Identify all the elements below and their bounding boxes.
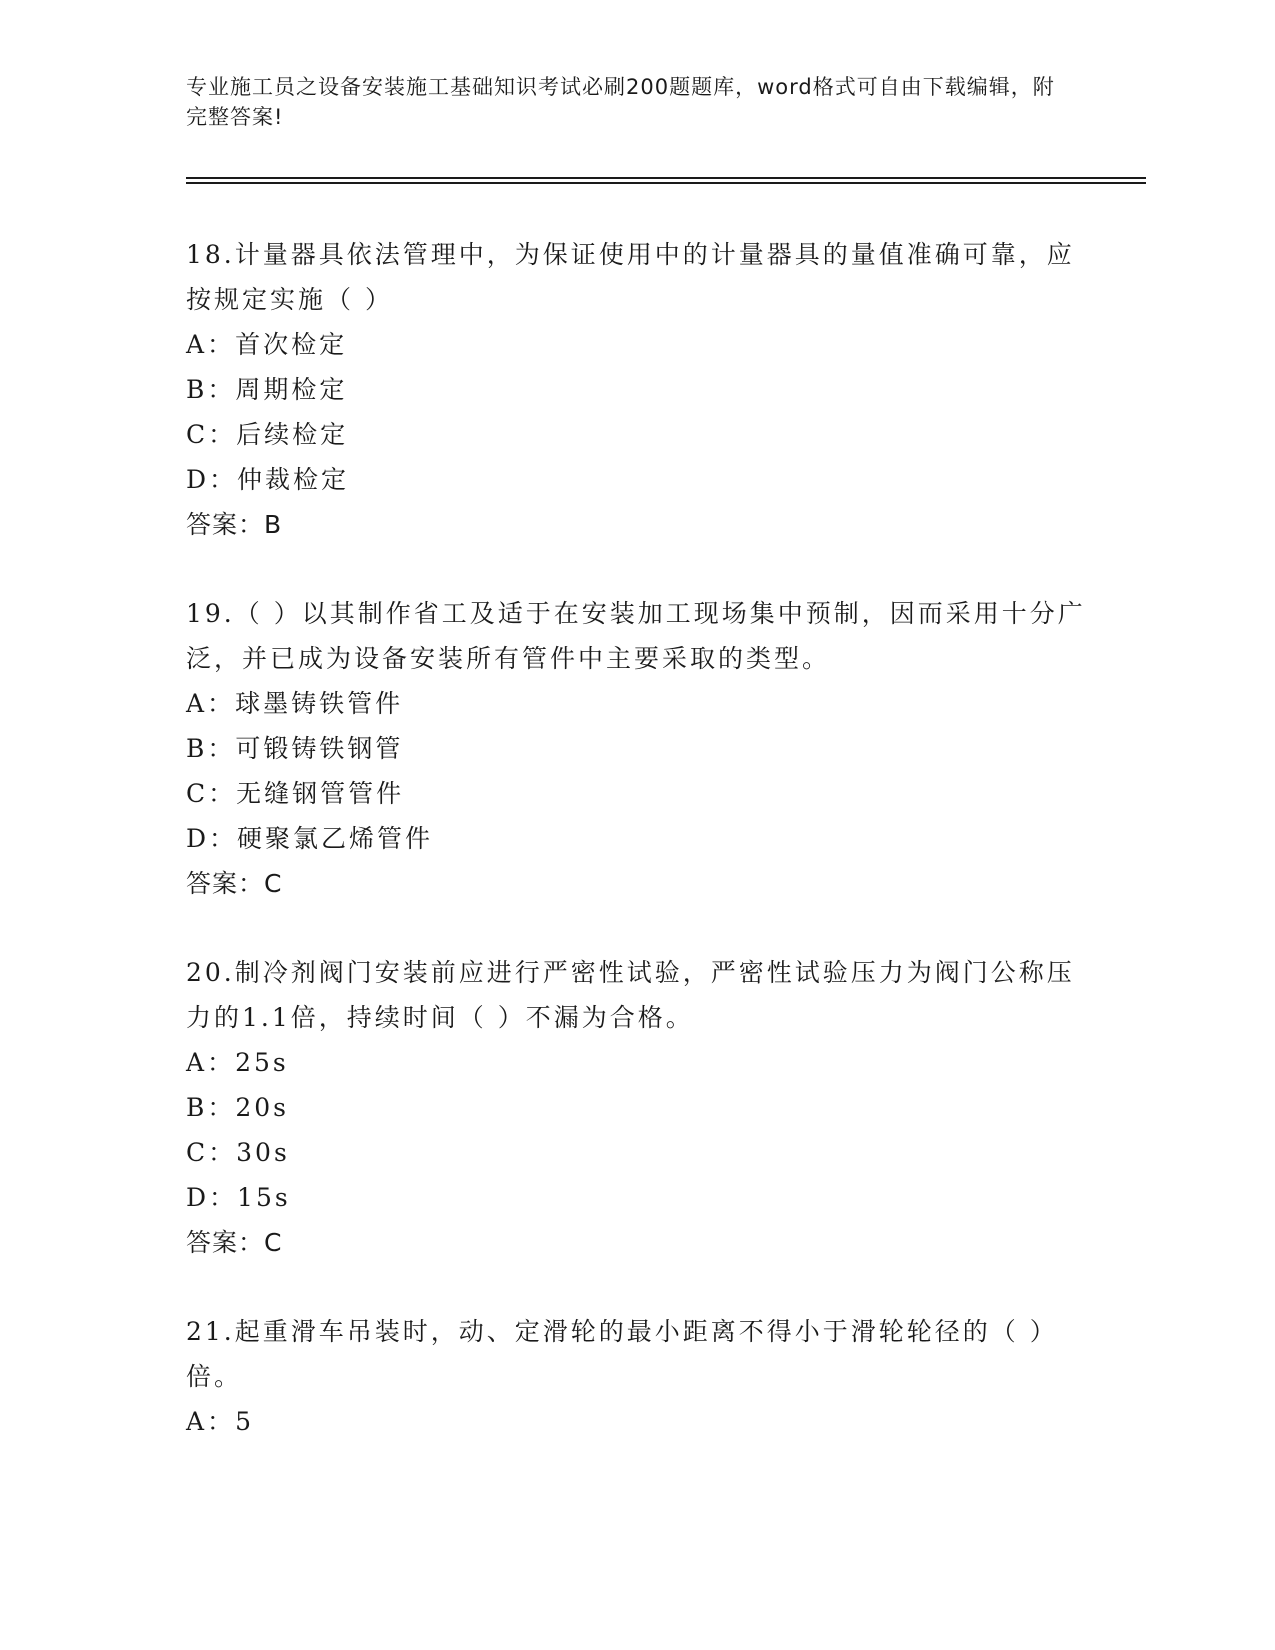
answer-line: 答案：B [186, 510, 283, 539]
option-text: 仲裁检定 [237, 465, 350, 494]
option-key: A： [186, 1407, 236, 1436]
option-text: 可锻铸铁钢管 [235, 734, 404, 763]
header-divider-top [186, 177, 1146, 179]
option-text: 5 [235, 1407, 254, 1436]
option-c [186, 771, 1086, 816]
option-text: 后续检定 [236, 420, 349, 449]
option-d [186, 816, 1086, 861]
option-key: D： [186, 465, 238, 494]
option-key: B： [186, 734, 236, 763]
question-20 [186, 950, 1086, 1265]
option-key: C： [186, 1138, 237, 1167]
header-divider-bottom [186, 182, 1146, 184]
document-header: 专业施工员之设备安装施工基础知识考试必刷200题题库，word格式可自由下载编辑，附完整答案! [186, 75, 1055, 129]
option-key: A： [186, 1048, 236, 1077]
option-text: 20s [235, 1093, 290, 1122]
question-stem: 19.（ ）以其制作省工及适于在安装加工现场集中预制，因而采用十分广泛，并已成为设备安装所有管件中主要采取的类型。 [186, 599, 1086, 673]
question-stem: 18.计量器具依法管理中，为保证使用中的计量器具的量值准确可靠，应按规定实施（ ） [186, 240, 1075, 314]
option-text: 无缝钢管管件 [236, 779, 405, 808]
option-key: C： [186, 779, 237, 808]
option-c [186, 1130, 1086, 1175]
option-text: 球墨铸铁管件 [235, 689, 404, 718]
answer-line: 答案：C [186, 869, 283, 898]
option-d [186, 1175, 1086, 1220]
option-key: C： [186, 420, 237, 449]
option-a [186, 1399, 1086, 1444]
option-text: 30s [236, 1138, 290, 1167]
option-text: 首次检定 [235, 330, 348, 359]
option-text: 周期检定 [235, 375, 348, 404]
option-b [186, 367, 1086, 412]
option-key: D： [186, 824, 238, 853]
option-b [186, 1085, 1086, 1130]
option-c [186, 412, 1086, 457]
question-stem: 20.制冷剂阀门安装前应进行严密性试验，严密性试验压力为阀门公称压力的1.1倍，持续时间（ ）不漏为合格。 [186, 958, 1075, 1032]
option-a [186, 1040, 1086, 1085]
option-a [186, 681, 1086, 726]
option-key: B： [186, 375, 236, 404]
answer-line: 答案：C [186, 1228, 283, 1257]
option-a [186, 322, 1086, 367]
option-text: 15s [237, 1183, 291, 1212]
question-list [186, 232, 1086, 1488]
option-text: 25s [235, 1048, 289, 1077]
option-key: B： [186, 1093, 236, 1122]
option-key: A： [186, 689, 236, 718]
option-key: D： [186, 1183, 238, 1212]
question-19 [186, 591, 1086, 906]
option-d [186, 457, 1086, 502]
question-18 [186, 232, 1086, 547]
question-stem: 21.起重滑车吊装时，动、定滑轮的最小距离不得小于滑轮轮径的（ ）倍。 [186, 1317, 1058, 1391]
option-text: 硬聚氯乙烯管件 [237, 824, 434, 853]
question-21 [186, 1309, 1086, 1444]
option-b [186, 726, 1086, 771]
option-key: A： [186, 330, 236, 359]
